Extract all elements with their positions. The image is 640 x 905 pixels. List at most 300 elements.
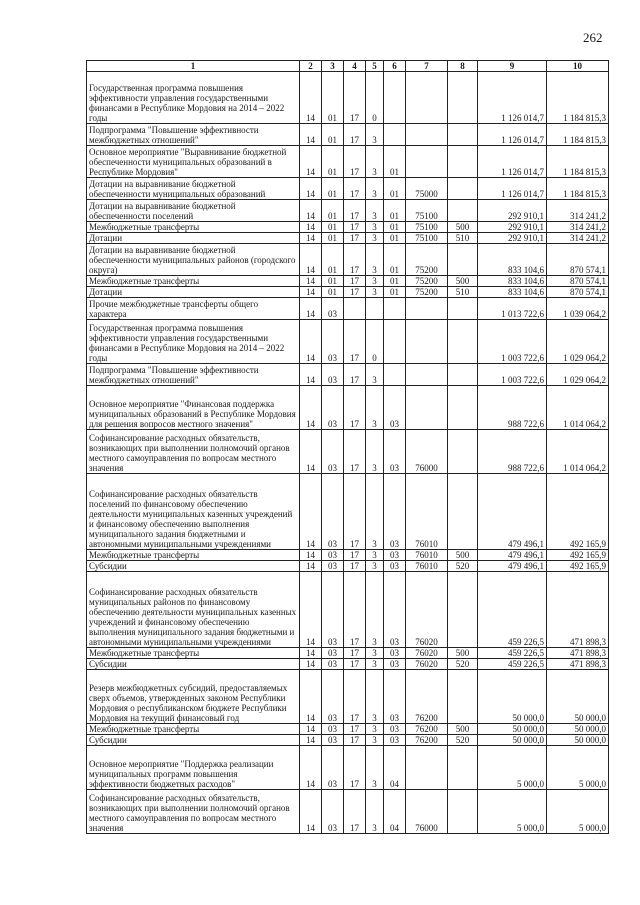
amount-cell: 50 000,0 (547, 670, 609, 724)
amount-cell: 5 000,0 (478, 746, 547, 790)
code-cell: 0 (366, 72, 384, 124)
code-cell: 3 (366, 430, 384, 474)
table-row (87, 561, 609, 572)
code-cell: 01 (384, 244, 406, 276)
amount-cell: 5 000,0 (547, 746, 609, 790)
code-cell: 17 (344, 474, 366, 550)
code-cell: 500 (448, 648, 478, 659)
row-name-cell: Основное мероприятие "Выравнивание бюджетной обеспеченности муниципальных образований в Республике Мордовия" (87, 146, 300, 178)
column-header: 8 (448, 61, 478, 72)
code-cell (448, 178, 478, 200)
column-header: 5 (366, 61, 384, 72)
code-cell: 03 (384, 572, 406, 648)
amount-cell: 1 184 815,3 (547, 146, 609, 178)
code-cell: 14 (300, 287, 322, 298)
code-cell: 3 (366, 146, 384, 178)
code-cell: 01 (322, 222, 344, 233)
amount-cell: 1 003 722,6 (478, 364, 547, 386)
code-cell: 3 (366, 561, 384, 572)
code-cell: 75200 (406, 287, 448, 298)
code-cell: 500 (448, 550, 478, 561)
code-cell: 3 (366, 670, 384, 724)
table-row (87, 200, 609, 222)
code-cell: 17 (344, 124, 366, 146)
code-cell: 03 (384, 474, 406, 550)
code-cell: 75100 (406, 222, 448, 233)
row-name-cell: Субсидии (87, 735, 300, 746)
code-cell: 17 (344, 550, 366, 561)
column-header: 2 (300, 61, 322, 72)
code-cell: 75100 (406, 200, 448, 222)
code-cell: 3 (366, 572, 384, 648)
code-cell: 14 (300, 430, 322, 474)
table-row (87, 670, 609, 724)
code-cell: 03 (322, 735, 344, 746)
amount-cell: 471 898,3 (547, 659, 609, 670)
code-cell: 3 (366, 276, 384, 287)
code-cell (448, 146, 478, 178)
amount-cell: 1 039 064,2 (547, 298, 609, 320)
code-cell: 01 (384, 146, 406, 178)
code-cell: 3 (366, 124, 384, 146)
code-cell: 14 (300, 670, 322, 724)
code-cell: 14 (300, 724, 322, 735)
code-cell: 17 (344, 200, 366, 222)
code-cell: 520 (448, 735, 478, 746)
code-cell: 01 (322, 287, 344, 298)
table-row (87, 276, 609, 287)
table-row (87, 72, 609, 124)
code-cell: 01 (384, 200, 406, 222)
amount-cell: 1 029 064,2 (547, 320, 609, 364)
code-cell: 03 (322, 430, 344, 474)
amount-cell: 50 000,0 (478, 724, 547, 735)
table-row (87, 124, 609, 146)
row-name-cell: Государственная программа повышения эффективности управления государственными финансами в Республике Мордовия на 2014 – 2022 годы (87, 72, 300, 124)
amount-cell: 50 000,0 (478, 670, 547, 724)
row-name-cell: Дотации (87, 233, 300, 244)
code-cell (448, 244, 478, 276)
code-cell: 14 (300, 200, 322, 222)
table-row (87, 648, 609, 659)
amount-cell: 833 104,6 (478, 276, 547, 287)
amount-cell: 459 226,5 (478, 648, 547, 659)
code-cell: 03 (322, 648, 344, 659)
table-row (87, 430, 609, 474)
column-header: 6 (384, 61, 406, 72)
code-cell (344, 298, 366, 320)
row-name-cell: Софинансирование расходных обязательств, возникающих при выполнении полномочий органов местного самоуправления по вопросам местного значения (87, 790, 300, 834)
code-cell (406, 298, 448, 320)
code-cell: 04 (384, 746, 406, 790)
code-cell (384, 72, 406, 124)
row-name-cell: Межбюджетные трансферты (87, 276, 300, 287)
code-cell: 17 (344, 72, 366, 124)
code-cell: 520 (448, 659, 478, 670)
table-row (87, 320, 609, 364)
code-cell (406, 320, 448, 364)
code-cell: 510 (448, 287, 478, 298)
column-header: 9 (478, 61, 547, 72)
code-cell: 3 (366, 386, 384, 430)
table-row (87, 287, 609, 298)
code-cell: 17 (344, 648, 366, 659)
code-cell: 01 (322, 72, 344, 124)
amount-cell: 988 722,6 (478, 430, 547, 474)
code-cell: 14 (300, 276, 322, 287)
code-cell: 01 (384, 276, 406, 287)
code-cell: 03 (322, 364, 344, 386)
code-cell: 01 (322, 124, 344, 146)
code-cell: 03 (322, 572, 344, 648)
code-cell: 3 (366, 659, 384, 670)
amount-cell: 479 496,1 (478, 474, 547, 550)
code-cell: 03 (322, 670, 344, 724)
code-cell: 17 (344, 320, 366, 364)
code-cell (448, 790, 478, 834)
amount-cell: 50 000,0 (547, 735, 609, 746)
code-cell: 17 (344, 222, 366, 233)
table-row (87, 298, 609, 320)
column-header: 3 (322, 61, 344, 72)
code-cell: 03 (322, 790, 344, 834)
code-cell: 03 (384, 386, 406, 430)
column-header: 1 (87, 61, 300, 72)
code-cell: 01 (322, 244, 344, 276)
code-cell (448, 200, 478, 222)
code-cell: 76000 (406, 430, 448, 474)
code-cell: 17 (344, 386, 366, 430)
code-cell: 0 (366, 320, 384, 364)
header-row (87, 61, 609, 72)
code-cell: 76200 (406, 735, 448, 746)
row-name-cell: Основное мероприятие "Поддержка реализации муниципальных программ повышения эффективности бюджетных расходов" (87, 746, 300, 790)
code-cell: 75200 (406, 276, 448, 287)
column-header: 7 (406, 61, 448, 72)
row-name-cell: Прочие межбюджетные трансферты общего характера (87, 298, 300, 320)
table-row (87, 364, 609, 386)
code-cell: 3 (366, 244, 384, 276)
code-cell: 17 (344, 572, 366, 648)
code-cell: 01 (322, 146, 344, 178)
code-cell: 520 (448, 561, 478, 572)
code-cell: 01 (384, 233, 406, 244)
code-cell: 76020 (406, 659, 448, 670)
code-cell: 17 (344, 561, 366, 572)
row-name-cell: Субсидии (87, 561, 300, 572)
row-name-cell: Дотации на выравнивание бюджетной обеспеченности поселений (87, 200, 300, 222)
row-name-cell: Софинансирование расходных обязательств поселений по финансовому обеспечению деятельности муниципальных казенных учреждений и финансовому обеспечению выполнения муниципального задания бюджетными и автономными муниципальными учреждениями (87, 474, 300, 550)
amount-cell: 292 910,1 (478, 200, 547, 222)
row-name-cell: Межбюджетные трансферты (87, 222, 300, 233)
code-cell (406, 72, 448, 124)
code-cell: 75200 (406, 244, 448, 276)
code-cell (384, 124, 406, 146)
code-cell: 14 (300, 474, 322, 550)
code-cell (384, 364, 406, 386)
row-name-cell: Софинансирование расходных обязательств муниципальных районов по финансовому обеспечению деятельности муниципальных казенных учреждений и финансовому обеспечению выполнения муниципального задания бюджетными и автономными муниципальными учреждениями (87, 572, 300, 648)
amount-cell: 5 000,0 (547, 790, 609, 834)
code-cell (384, 320, 406, 364)
code-cell: 3 (366, 364, 384, 386)
code-cell: 14 (300, 386, 322, 430)
code-cell: 3 (366, 648, 384, 659)
amount-cell: 292 910,1 (478, 222, 547, 233)
code-cell: 76020 (406, 572, 448, 648)
amount-cell: 1 184 815,3 (547, 124, 609, 146)
amount-cell: 1 014 064,2 (547, 430, 609, 474)
code-cell (406, 146, 448, 178)
code-cell (448, 430, 478, 474)
code-cell: 14 (300, 72, 322, 124)
code-cell: 01 (384, 287, 406, 298)
code-cell: 17 (344, 146, 366, 178)
code-cell (448, 320, 478, 364)
amount-cell: 492 165,9 (547, 561, 609, 572)
code-cell: 3 (366, 550, 384, 561)
code-cell: 3 (366, 724, 384, 735)
amount-cell: 492 165,9 (547, 474, 609, 550)
code-cell: 17 (344, 790, 366, 834)
code-cell: 04 (384, 790, 406, 834)
amount-cell: 292 910,1 (478, 233, 547, 244)
code-cell: 14 (300, 364, 322, 386)
code-cell (448, 474, 478, 550)
code-cell: 03 (322, 550, 344, 561)
amount-cell: 1 029 064,2 (547, 364, 609, 386)
code-cell (406, 124, 448, 146)
row-name-cell: Софинансирование расходных обязательств, возникающих при выполнении полномочий органов местного самоуправления по вопросам местного значения (87, 430, 300, 474)
amount-cell: 471 898,3 (547, 648, 609, 659)
row-name-cell: Дотации на выравнивание бюджетной обеспеченности муниципальных районов (городского округа) (87, 244, 300, 276)
row-name-cell: Подпрограмма "Повышение эффективности межбюджетных отношений" (87, 124, 300, 146)
code-cell (406, 746, 448, 790)
code-cell: 14 (300, 222, 322, 233)
code-cell: 01 (384, 222, 406, 233)
code-cell: 76020 (406, 648, 448, 659)
code-cell (448, 124, 478, 146)
amount-cell: 471 898,3 (547, 572, 609, 648)
amount-cell: 314 241,2 (547, 222, 609, 233)
code-cell: 03 (384, 659, 406, 670)
row-name-cell: Государственная программа повышения эффективности управления государственными финансами в Республике Мордовия на 2014 – 2022 годы (87, 320, 300, 364)
code-cell: 500 (448, 222, 478, 233)
code-cell: 03 (322, 474, 344, 550)
code-cell: 500 (448, 276, 478, 287)
table-row (87, 735, 609, 746)
code-cell: 14 (300, 298, 322, 320)
code-cell: 3 (366, 474, 384, 550)
amount-cell: 314 241,2 (547, 233, 609, 244)
amount-cell: 870 574,1 (547, 287, 609, 298)
code-cell: 17 (344, 746, 366, 790)
row-name-cell: Дотации на выравнивание бюджетной обеспеченности муниципальных образований (87, 178, 300, 200)
code-cell: 14 (300, 746, 322, 790)
code-cell (406, 364, 448, 386)
code-cell: 17 (344, 364, 366, 386)
page-number: 262 (583, 30, 603, 45)
code-cell: 03 (322, 746, 344, 790)
table-row (87, 572, 609, 648)
table-row (87, 550, 609, 561)
code-cell: 17 (344, 430, 366, 474)
row-name-cell: Межбюджетные трансферты (87, 648, 300, 659)
code-cell (448, 386, 478, 430)
row-name-cell: Межбюджетные трансферты (87, 550, 300, 561)
code-cell: 3 (366, 790, 384, 834)
code-cell: 03 (384, 670, 406, 724)
code-cell: 03 (322, 320, 344, 364)
code-cell: 14 (300, 648, 322, 659)
code-cell: 03 (384, 430, 406, 474)
amount-cell: 1 126 014,7 (478, 178, 547, 200)
code-cell (448, 72, 478, 124)
code-cell: 03 (384, 724, 406, 735)
code-cell: 01 (322, 276, 344, 287)
code-cell: 76010 (406, 561, 448, 572)
amount-cell: 479 496,1 (478, 561, 547, 572)
code-cell: 76010 (406, 474, 448, 550)
amount-cell: 988 722,6 (478, 386, 547, 430)
row-name-cell: Подпрограмма "Повышение эффективности межбюджетных отношений" (87, 364, 300, 386)
code-cell: 76000 (406, 790, 448, 834)
amount-cell: 870 574,1 (547, 276, 609, 287)
table-row (87, 178, 609, 200)
code-cell: 17 (344, 287, 366, 298)
code-cell: 3 (366, 746, 384, 790)
code-cell: 03 (322, 386, 344, 430)
amount-cell: 1 014 064,2 (547, 386, 609, 430)
table-row (87, 146, 609, 178)
code-cell: 3 (366, 178, 384, 200)
code-cell (384, 298, 406, 320)
code-cell: 17 (344, 735, 366, 746)
code-cell: 01 (384, 178, 406, 200)
amount-cell: 1 126 014,7 (478, 124, 547, 146)
amount-cell: 492 165,9 (547, 550, 609, 561)
amount-cell: 870 574,1 (547, 244, 609, 276)
code-cell: 3 (366, 735, 384, 746)
table-row (87, 233, 609, 244)
table-row (87, 746, 609, 790)
row-name-cell: Субсидии (87, 659, 300, 670)
code-cell: 03 (322, 298, 344, 320)
code-cell: 17 (344, 244, 366, 276)
amount-cell: 1 126 014,7 (478, 146, 547, 178)
table-row (87, 244, 609, 276)
code-cell (366, 298, 384, 320)
table-row (87, 790, 609, 834)
code-cell: 75000 (406, 178, 448, 200)
code-cell: 03 (322, 561, 344, 572)
amount-cell: 50 000,0 (478, 735, 547, 746)
code-cell: 75100 (406, 233, 448, 244)
code-cell (448, 670, 478, 724)
row-name-cell: Резерв межбюджетных субсидий, предоставляемых сверх объемов, утвержденных законом Республики Мордовия о республиканском бюджете Республики Мордовия на текущий финансовый год (87, 670, 300, 724)
code-cell: 3 (366, 200, 384, 222)
code-cell: 3 (366, 287, 384, 298)
column-header: 4 (344, 61, 366, 72)
code-cell: 03 (384, 648, 406, 659)
code-cell: 03 (322, 724, 344, 735)
code-cell: 76200 (406, 724, 448, 735)
code-cell: 17 (344, 670, 366, 724)
amount-cell: 1 126 014,7 (478, 72, 547, 124)
table-row (87, 659, 609, 670)
code-cell: 3 (366, 233, 384, 244)
amount-cell: 833 104,6 (478, 287, 547, 298)
code-cell: 17 (344, 659, 366, 670)
code-cell: 14 (300, 233, 322, 244)
code-cell: 510 (448, 233, 478, 244)
amount-cell: 1 184 815,3 (547, 178, 609, 200)
code-cell: 03 (384, 735, 406, 746)
code-cell: 14 (300, 790, 322, 834)
code-cell: 14 (300, 178, 322, 200)
row-name-cell: Основное мероприятие "Финансовая поддержка муниципальных образований в Республике Мордовия для решения вопросов местного значения" (87, 386, 300, 430)
budget-table (86, 60, 609, 834)
code-cell: 76200 (406, 670, 448, 724)
code-cell: 01 (322, 200, 344, 222)
table-row (87, 474, 609, 550)
code-cell: 03 (384, 550, 406, 561)
code-cell: 14 (300, 146, 322, 178)
code-cell: 76010 (406, 550, 448, 561)
amount-cell: 1 003 722,6 (478, 320, 547, 364)
amount-cell: 459 226,5 (478, 572, 547, 648)
code-cell: 01 (322, 233, 344, 244)
code-cell: 14 (300, 124, 322, 146)
code-cell: 14 (300, 244, 322, 276)
code-cell: 500 (448, 724, 478, 735)
amount-cell: 459 226,5 (478, 659, 547, 670)
code-cell: 14 (300, 735, 322, 746)
table-row (87, 724, 609, 735)
amount-cell: 1 013 722,6 (478, 298, 547, 320)
amount-cell: 479 496,1 (478, 550, 547, 561)
amount-cell: 1 184 815,3 (547, 72, 609, 124)
column-header: 10 (547, 61, 609, 72)
code-cell: 14 (300, 659, 322, 670)
code-cell (448, 572, 478, 648)
code-cell: 17 (344, 724, 366, 735)
code-cell: 17 (344, 178, 366, 200)
code-cell: 17 (344, 276, 366, 287)
table-row (87, 222, 609, 233)
table-row (87, 386, 609, 430)
code-cell (448, 298, 478, 320)
code-cell (406, 386, 448, 430)
amount-cell: 5 000,0 (478, 790, 547, 834)
code-cell: 3 (366, 222, 384, 233)
code-cell: 14 (300, 320, 322, 364)
code-cell (448, 746, 478, 790)
code-cell: 14 (300, 561, 322, 572)
amount-cell: 833 104,6 (478, 244, 547, 276)
row-name-cell: Дотации (87, 287, 300, 298)
code-cell: 17 (344, 233, 366, 244)
table-body (87, 72, 609, 834)
row-name-cell: Межбюджетные трансферты (87, 724, 300, 735)
code-cell: 01 (322, 178, 344, 200)
amount-cell: 50 000,0 (547, 724, 609, 735)
code-cell: 14 (300, 572, 322, 648)
code-cell: 14 (300, 550, 322, 561)
code-cell: 03 (322, 659, 344, 670)
code-cell (448, 364, 478, 386)
amount-cell: 314 241,2 (547, 200, 609, 222)
code-cell: 03 (384, 561, 406, 572)
